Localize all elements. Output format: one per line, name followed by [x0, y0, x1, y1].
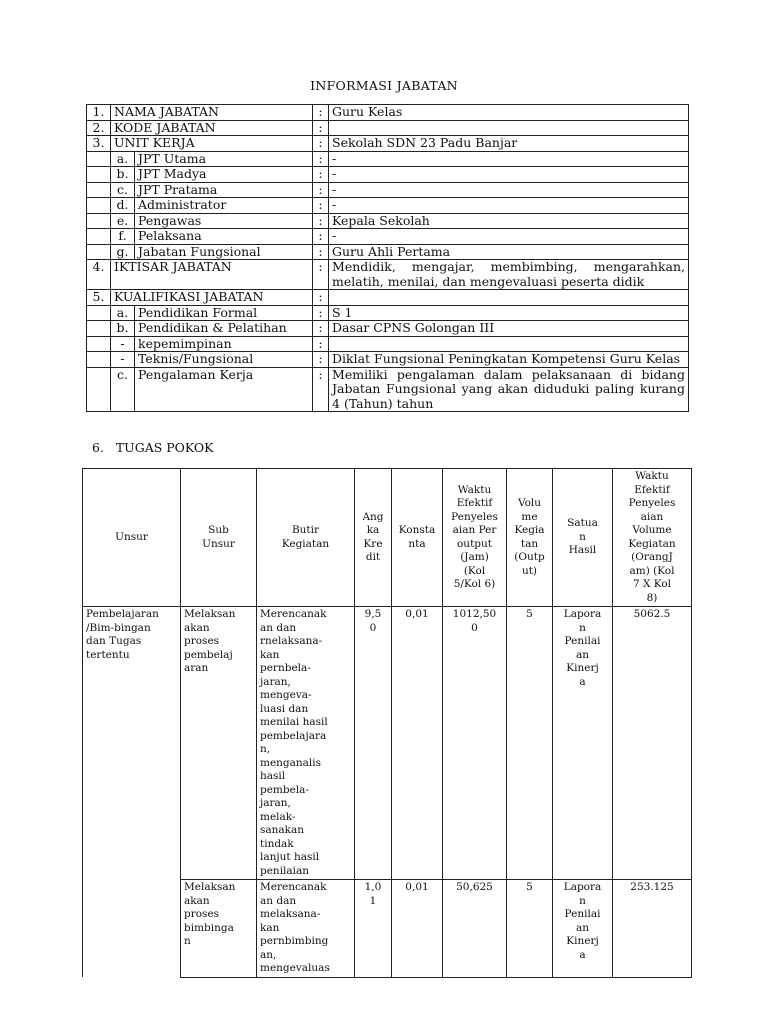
cell-satuan-hasil: Lapora n Penilai an Kinerj a	[553, 607, 613, 880]
row-separator: :	[313, 367, 329, 412]
row-indent	[87, 167, 111, 183]
row-indent	[87, 151, 111, 167]
row-sub-letter: a.	[111, 151, 135, 167]
info-row	[87, 367, 689, 412]
cell-waktu-efektif: 50,625	[443, 880, 507, 978]
row-value	[329, 120, 689, 136]
row-indent	[87, 367, 111, 412]
row-number: 1.	[87, 105, 111, 121]
section-heading: 6. TUGAS POKOK	[92, 440, 214, 455]
row-separator: :	[313, 136, 329, 152]
row-separator: :	[313, 105, 329, 121]
info-row	[87, 198, 689, 214]
row-label: Pengalaman Kerja	[135, 367, 313, 412]
row-value: S 1	[329, 305, 689, 321]
job-info-table	[86, 104, 689, 412]
info-row	[87, 321, 689, 337]
row-sub-letter: c.	[111, 367, 135, 412]
row-separator: :	[313, 321, 329, 337]
row-number: 4.	[87, 260, 111, 290]
cell-sub-unsur: Melaksan akan proses pembelaj aran	[181, 607, 257, 880]
row-indent	[87, 213, 111, 229]
row-indent	[87, 305, 111, 321]
info-row	[87, 151, 689, 167]
row-value: Guru Kelas	[329, 105, 689, 121]
cell-satuan-hasil: Lapora n Penilai an Kinerj a	[553, 880, 613, 978]
row-value	[329, 336, 689, 352]
info-row	[87, 213, 689, 229]
cell-volume: 5	[507, 880, 553, 978]
header-konstanta: Konsta nta	[392, 469, 443, 607]
row-label: JPT Utama	[135, 151, 313, 167]
row-separator: :	[313, 213, 329, 229]
row-label: IKTISAR JABATAN	[111, 260, 313, 290]
row-sub-letter: e.	[111, 213, 135, 229]
duty-header-row	[83, 469, 692, 607]
row-label: Pendidikan Formal	[135, 305, 313, 321]
row-label: Jabatan Fungsional	[135, 244, 313, 260]
row-value: Guru Ahli Pertama	[329, 244, 689, 260]
row-indent	[87, 336, 111, 352]
row-label: kepemimpinan	[135, 336, 313, 352]
info-row	[87, 136, 689, 152]
cell-sub-unsur: Melaksan akan proses bimbinga n	[181, 880, 257, 978]
row-label: KODE JABATAN	[111, 120, 313, 136]
info-row	[87, 290, 689, 306]
info-row	[87, 336, 689, 352]
header-unsur: Unsur	[83, 469, 181, 607]
info-row	[87, 260, 689, 290]
row-separator: :	[313, 151, 329, 167]
row-separator: :	[313, 305, 329, 321]
cell-butir-kegiatan: Merencanak an dan melaksana- kan pernbimbing an, mengevaluas	[257, 880, 355, 978]
row-value: Kepala Sekolah	[329, 213, 689, 229]
row-sub-letter: d.	[111, 198, 135, 214]
row-value	[329, 290, 689, 306]
info-row	[87, 120, 689, 136]
row-separator: :	[313, 182, 329, 198]
cell-angka-kredit: 9,5 0	[355, 607, 392, 880]
header-butir-kegiatan: Butir Kegiatan	[257, 469, 355, 607]
row-value: -	[329, 182, 689, 198]
info-row	[87, 229, 689, 245]
row-value: -	[329, 198, 689, 214]
row-value: Mendidik, mengajar, membimbing, mengarahkan, melatih, menilai, dan mengevaluasi peserta didik	[329, 260, 689, 290]
info-row	[87, 244, 689, 260]
row-value: Diklat Fungsional Peningkatan Kompetensi Guru Kelas	[329, 352, 689, 368]
row-separator: :	[313, 198, 329, 214]
row-label: Pelaksana	[135, 229, 313, 245]
info-row	[87, 182, 689, 198]
row-value: -	[329, 229, 689, 245]
row-separator: :	[313, 260, 329, 290]
row-number: 2.	[87, 120, 111, 136]
row-label: Pendidikan & Pelatihan	[135, 321, 313, 337]
row-value: -	[329, 151, 689, 167]
row-indent	[87, 198, 111, 214]
row-separator: :	[313, 244, 329, 260]
row-number: 5.	[87, 290, 111, 306]
header-satuan-hasil: Satua n Hasil	[553, 469, 613, 607]
row-separator: :	[313, 120, 329, 136]
document-title: INFORMASI JABATAN	[310, 78, 458, 93]
cell-waktu-volume: 253.125	[613, 880, 692, 978]
row-indent	[87, 244, 111, 260]
row-sub-letter: a.	[111, 305, 135, 321]
header-angka-kredit: Ang ka Kre dit	[355, 469, 392, 607]
row-separator: :	[313, 229, 329, 245]
row-sub-letter: c.	[111, 182, 135, 198]
header-volume: Volu me Kegia tan (Outp ut)	[507, 469, 553, 607]
row-sub-letter: -	[111, 352, 135, 368]
duty-row	[83, 607, 692, 880]
header-waktu-volume: Waktu Efektif Penyeles aian Volume Kegiatan (OrangJ am) (Kol 7 X Kol 8)	[613, 469, 692, 607]
row-indent	[87, 321, 111, 337]
row-value: Memiliki pengalaman dalam pelaksanaan di bidang Jabatan Fungsional yang akan diduduki paling kurang 4 (Tahun) tahun	[329, 367, 689, 412]
row-separator: :	[313, 352, 329, 368]
row-indent	[87, 182, 111, 198]
cell-konstanta: 0,01	[392, 880, 443, 978]
row-value: Sekolah SDN 23 Padu Banjar	[329, 136, 689, 152]
info-row	[87, 352, 689, 368]
header-waktu-efektif: Waktu Efektif Penyeles aian Per output (Jam) (Kol 5/Kol 6)	[443, 469, 507, 607]
duty-table	[82, 468, 692, 978]
cell-waktu-volume: 5062.5	[613, 607, 692, 880]
header-sub-unsur: Sub Unsur	[181, 469, 257, 607]
row-indent	[87, 229, 111, 245]
row-label: Teknis/Fungsional	[135, 352, 313, 368]
row-sub-letter: f.	[111, 229, 135, 245]
row-separator: :	[313, 167, 329, 183]
row-number: 3.	[87, 136, 111, 152]
cell-butir-kegiatan: Merencanak an dan rnelaksana- kan pernbela- jaran, mengeva- luasi dan menilai hasil pembelajara n, menganalis hasil pembela- jaran, melak- sanakan tindak lanjut hasil penilaian	[257, 607, 355, 880]
row-label: JPT Madya	[135, 167, 313, 183]
row-value: -	[329, 167, 689, 183]
info-row	[87, 105, 689, 121]
row-sub-letter: b.	[111, 167, 135, 183]
row-label: NAMA JABATAN	[111, 105, 313, 121]
cell-konstanta: 0,01	[392, 607, 443, 880]
row-separator: :	[313, 290, 329, 306]
info-row	[87, 167, 689, 183]
cell-unsur: Pembelajaran /Bim-bingan dan Tugas tertentu	[83, 607, 181, 978]
cell-waktu-efektif: 1012,50 0	[443, 607, 507, 880]
row-indent	[87, 352, 111, 368]
row-label: UNIT KERJA	[111, 136, 313, 152]
row-label: Pengawas	[135, 213, 313, 229]
row-label: KUALIFIKASI JABATAN	[111, 290, 313, 306]
row-label: JPT Pratama	[135, 182, 313, 198]
row-sub-letter: -	[111, 336, 135, 352]
cell-volume: 5	[507, 607, 553, 880]
row-value: Dasar CPNS Golongan III	[329, 321, 689, 337]
row-separator: :	[313, 336, 329, 352]
info-row	[87, 305, 689, 321]
row-label: Administrator	[135, 198, 313, 214]
row-sub-letter: g.	[111, 244, 135, 260]
row-sub-letter: b.	[111, 321, 135, 337]
cell-angka-kredit: 1,0 1	[355, 880, 392, 978]
